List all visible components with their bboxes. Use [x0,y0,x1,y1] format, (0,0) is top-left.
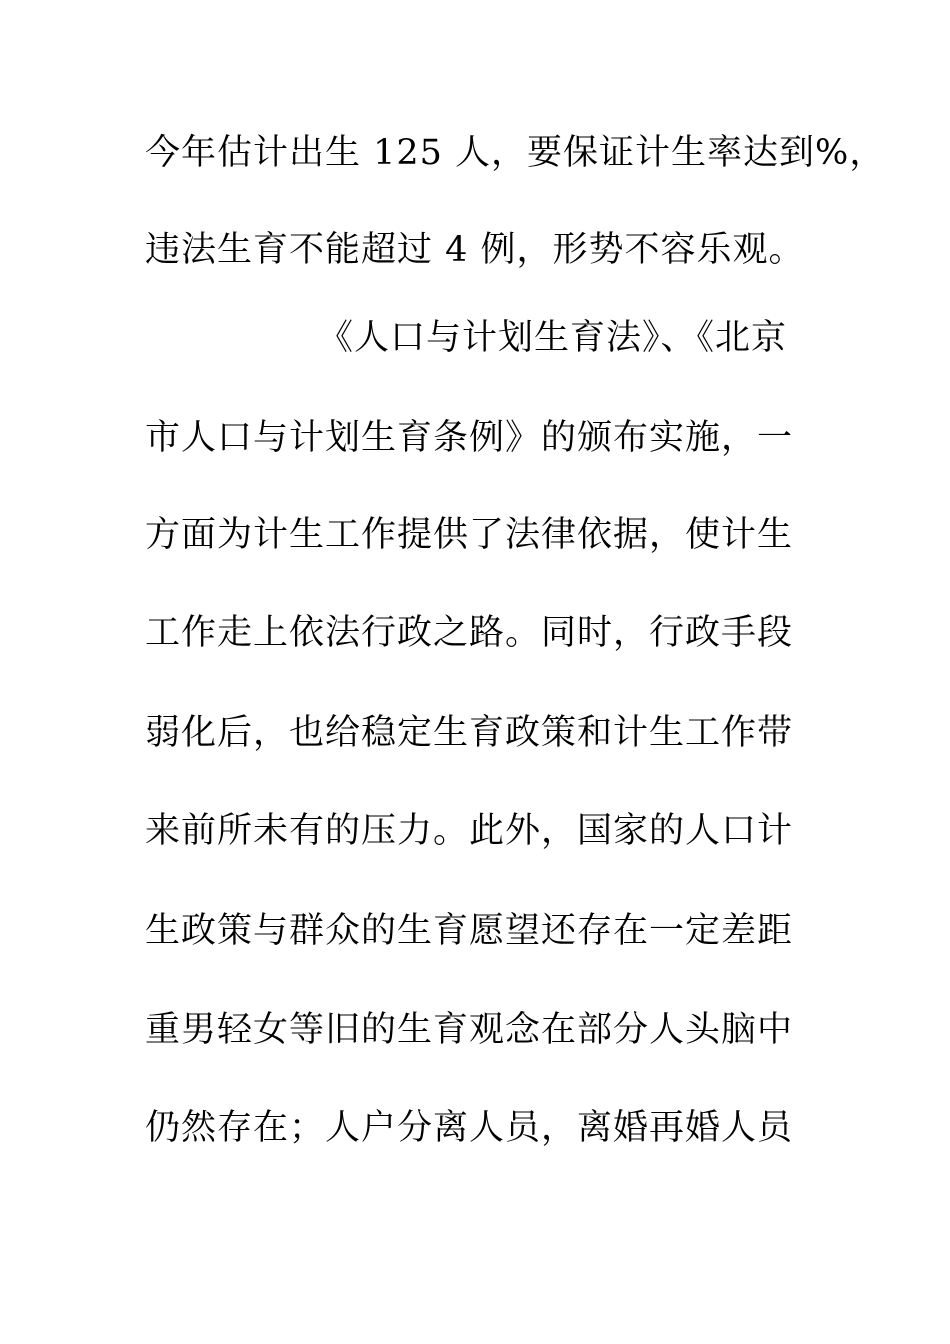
paragraph-line: 违法生育不能超过 4 例，形势不容乐观。 [145,230,805,270]
paragraph-line: 今年估计出生 125 人，要保证计生率达到%， [145,133,886,173]
paragraph-line: 弱化后，也给稳定生育政策和计生工作带 [145,713,794,753]
paragraph-line: 工作走上依法行政之路。同时，行政手段 [145,613,794,653]
paragraph-line: 《人口与计划生育法》、《北京 [318,318,788,358]
paragraph-line: 重男轻女等旧的生育观念在部分人头脑中 [145,1010,794,1050]
paragraph-line: 方面为计生工作提供了法律依据，使计生 [145,515,794,555]
paragraph-line: 来前所未有的压力。此外，国家的人口计 [145,811,794,851]
paragraph-line: 市人口与计划生育条例》的颁布实施，一 [145,418,794,458]
paragraph-line: 仍然存在；人户分离人员，离婚再婚人员 [145,1108,794,1148]
paragraph-line: 生政策与群众的生育愿望还存在一定差距 [145,911,794,951]
